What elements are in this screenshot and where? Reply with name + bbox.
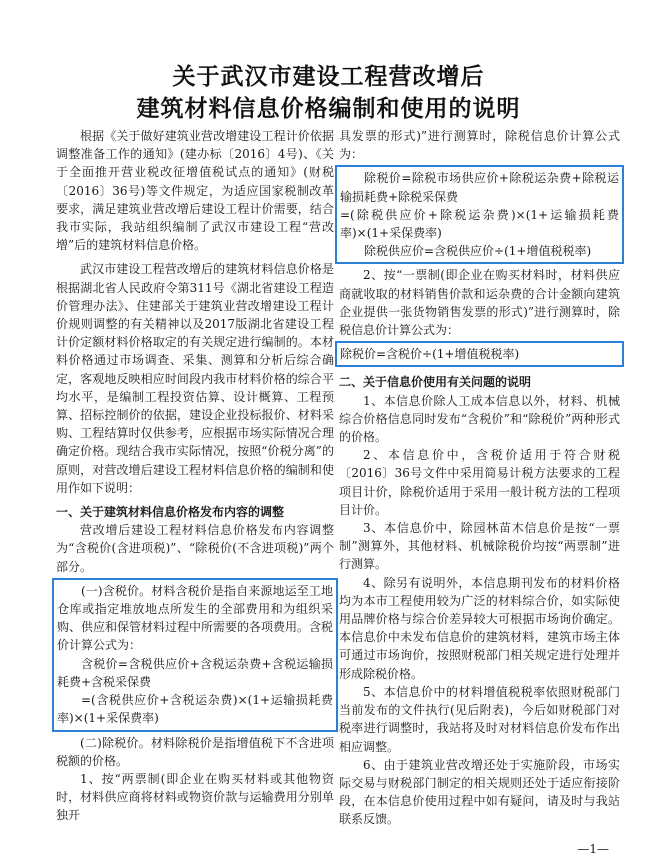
tax-inclusive-formula-2: =(含税供应价+含税运杂费)×(1+运输损耗费率)×(1+采保费率) — [57, 693, 333, 726]
document-title-line-2: 建筑材料信息价格编制和使用的说明 — [136, 96, 521, 122]
page-number: —1— — [577, 842, 609, 856]
two-invoice-formula-1: 除税价=除税市场供应价+除税运杂费+除税运输损耗费+除税采保费 — [340, 171, 619, 204]
usage-note-3: 3、本信息价中，除园林苗木信息价是按“一票制”测算外，其他材料、机械除税价均按“两票制”进行测算。 — [339, 521, 620, 572]
tax-inclusive-formula-1: 含税价=含税供应价+含税运杂费+含税运输损耗费+含税采保费 — [57, 656, 333, 689]
two-invoice-formula-2: =(除税供应价+除税运杂费)×(1+运输损耗费率)×(1+采保费率) — [340, 207, 619, 241]
paragraph-content-adjustment: 营改增后建设工程材料信息价格发布内容调整为“含税价(含进项税)”、“除税价(不含进项税)”两个部分。 — [56, 523, 334, 574]
document-title-line-1: 关于武汉市建设工程营改增后 — [172, 64, 485, 90]
usage-note-5: 5、本信息价中的材料增值税税率依照财税部门当前发布的文件执行(见后附表)，今后如财税部门对税率进行调整时，我站将及时对材料信息价发布作出相应调整。 — [339, 684, 620, 754]
one-invoice-formula: 除税价=含税价÷(1+增值税税率) — [340, 347, 520, 362]
left-column — [56, 127, 334, 825]
two-invoice-formula-3: 除税供应价=含税供应价÷(1+增值税税率) — [364, 244, 592, 259]
highlight-box-two-invoice-formula — [335, 165, 624, 264]
section-heading-1: 一、关于建筑材料信息价格发布内容的调整 — [56, 505, 285, 520]
paragraph-two-invoice-cont: 具发票的形式)”进行测算时，除税信息价计算公式为： — [339, 129, 620, 162]
paragraph-basis: 根据《关于做好建筑业营改增建设工程计价依据调整准备工作的通知》(建办标〔2016〕4号)、《关于全面推开营业税改征增值税试点的通知》(财税〔2016〕36号)等文件规定，为适应国家税制改革要求，满足建筑业营改增后建设工程计价需要，结合我市实际，我站组织编制了武汉市建设工程“营改增”后的建筑材料信息价格。 — [56, 129, 334, 253]
highlight-box-tax-inclusive — [52, 578, 338, 732]
highlight-box-one-invoice-formula — [335, 341, 624, 367]
usage-note-6: 6、由于建筑业营改增还处于实施阶段，市场实际交易与财税部门制定的相关规则还处于适应衔接阶段，在本信息价使用过程中如有疑问，请及时与我站联系反馈。 — [339, 757, 620, 827]
paragraph-description: 武汉市建设工程营改增后的建筑材料信息价格是根据湖北省人民政府令第311号《湖北省建设工程造价管理办法》、住建部关于建筑业营改增建设工程计价规则调整的有关精神以及2017版湖北省建设工程计价定额材料价格取定的有关规定进行编制的。本材料价格通过市场调查、采集、测算和分析后综合确定，客观地反映相应时间段内我市材料价格的综合平均水平，是编制工程投资估算、设计概算、工程预算、招标控制价的依据，建设企业投标报价、材料采购、工程结算时仅供参考，应根据市场实际情况合理确定价格。现结合我市实际情况，按照“价税分离”的原则，对营改增后建设工程材料信息价格的编制和使用作如下说明： — [56, 262, 334, 495]
section-heading-2: 二、关于信息价使用有关问题的说明 — [339, 375, 532, 390]
paragraph-tax-exclusive: (二)除税价。材料除税价是指增值税下不含进项税额的价格。 — [56, 735, 334, 768]
tax-inclusive-definition: (一)含税价。材料含税价是指自来源地运至工地仓库或指定堆放地点所发生的全部费用和为组织采购、供应和保管材料过程中所需要的各项费用。含税价计算公式为： — [57, 583, 334, 653]
right-column — [339, 127, 620, 829]
paragraph-one-invoice: 2、按“一票制(即企业在购买材料时，材料供应商就收取的材料销售价款和运杂费的合计金额向建筑企业提供一张货物销售发票的形式)”进行测算时，除税信息价计算公式为： — [339, 268, 620, 338]
paragraph-two-invoice: 1、按“两票制(即企业在购买材料或其他物资时，材料供应商将材料或物资价款与运输费用分别单独开 — [56, 771, 334, 823]
usage-note-4: 4、除另有说明外，本信息期刊发布的材料价格均为本市工程使用较为广泛的材料综合价，如实际使用品牌价格与综合价差异较大可根据市场询价确定。本信息价中未发布信息价的建筑材料，建筑市场主体可通过市场询价，按照财税部门相关规定进行处理并形成除税价格。 — [339, 575, 620, 681]
usage-note-1: 1、本信息价除人工成本信息以外，材料、机械综合价格信息同时发布“含税价”和“除税价”两种形式的价格。 — [339, 393, 620, 445]
usage-note-2: 2、本信息价中，含税价适用于符合财税〔2016〕36号文件中采用简易计税方法要求的工程项目计价，除税价适用于采用一般计税方法的工程项目计价。 — [339, 448, 620, 517]
